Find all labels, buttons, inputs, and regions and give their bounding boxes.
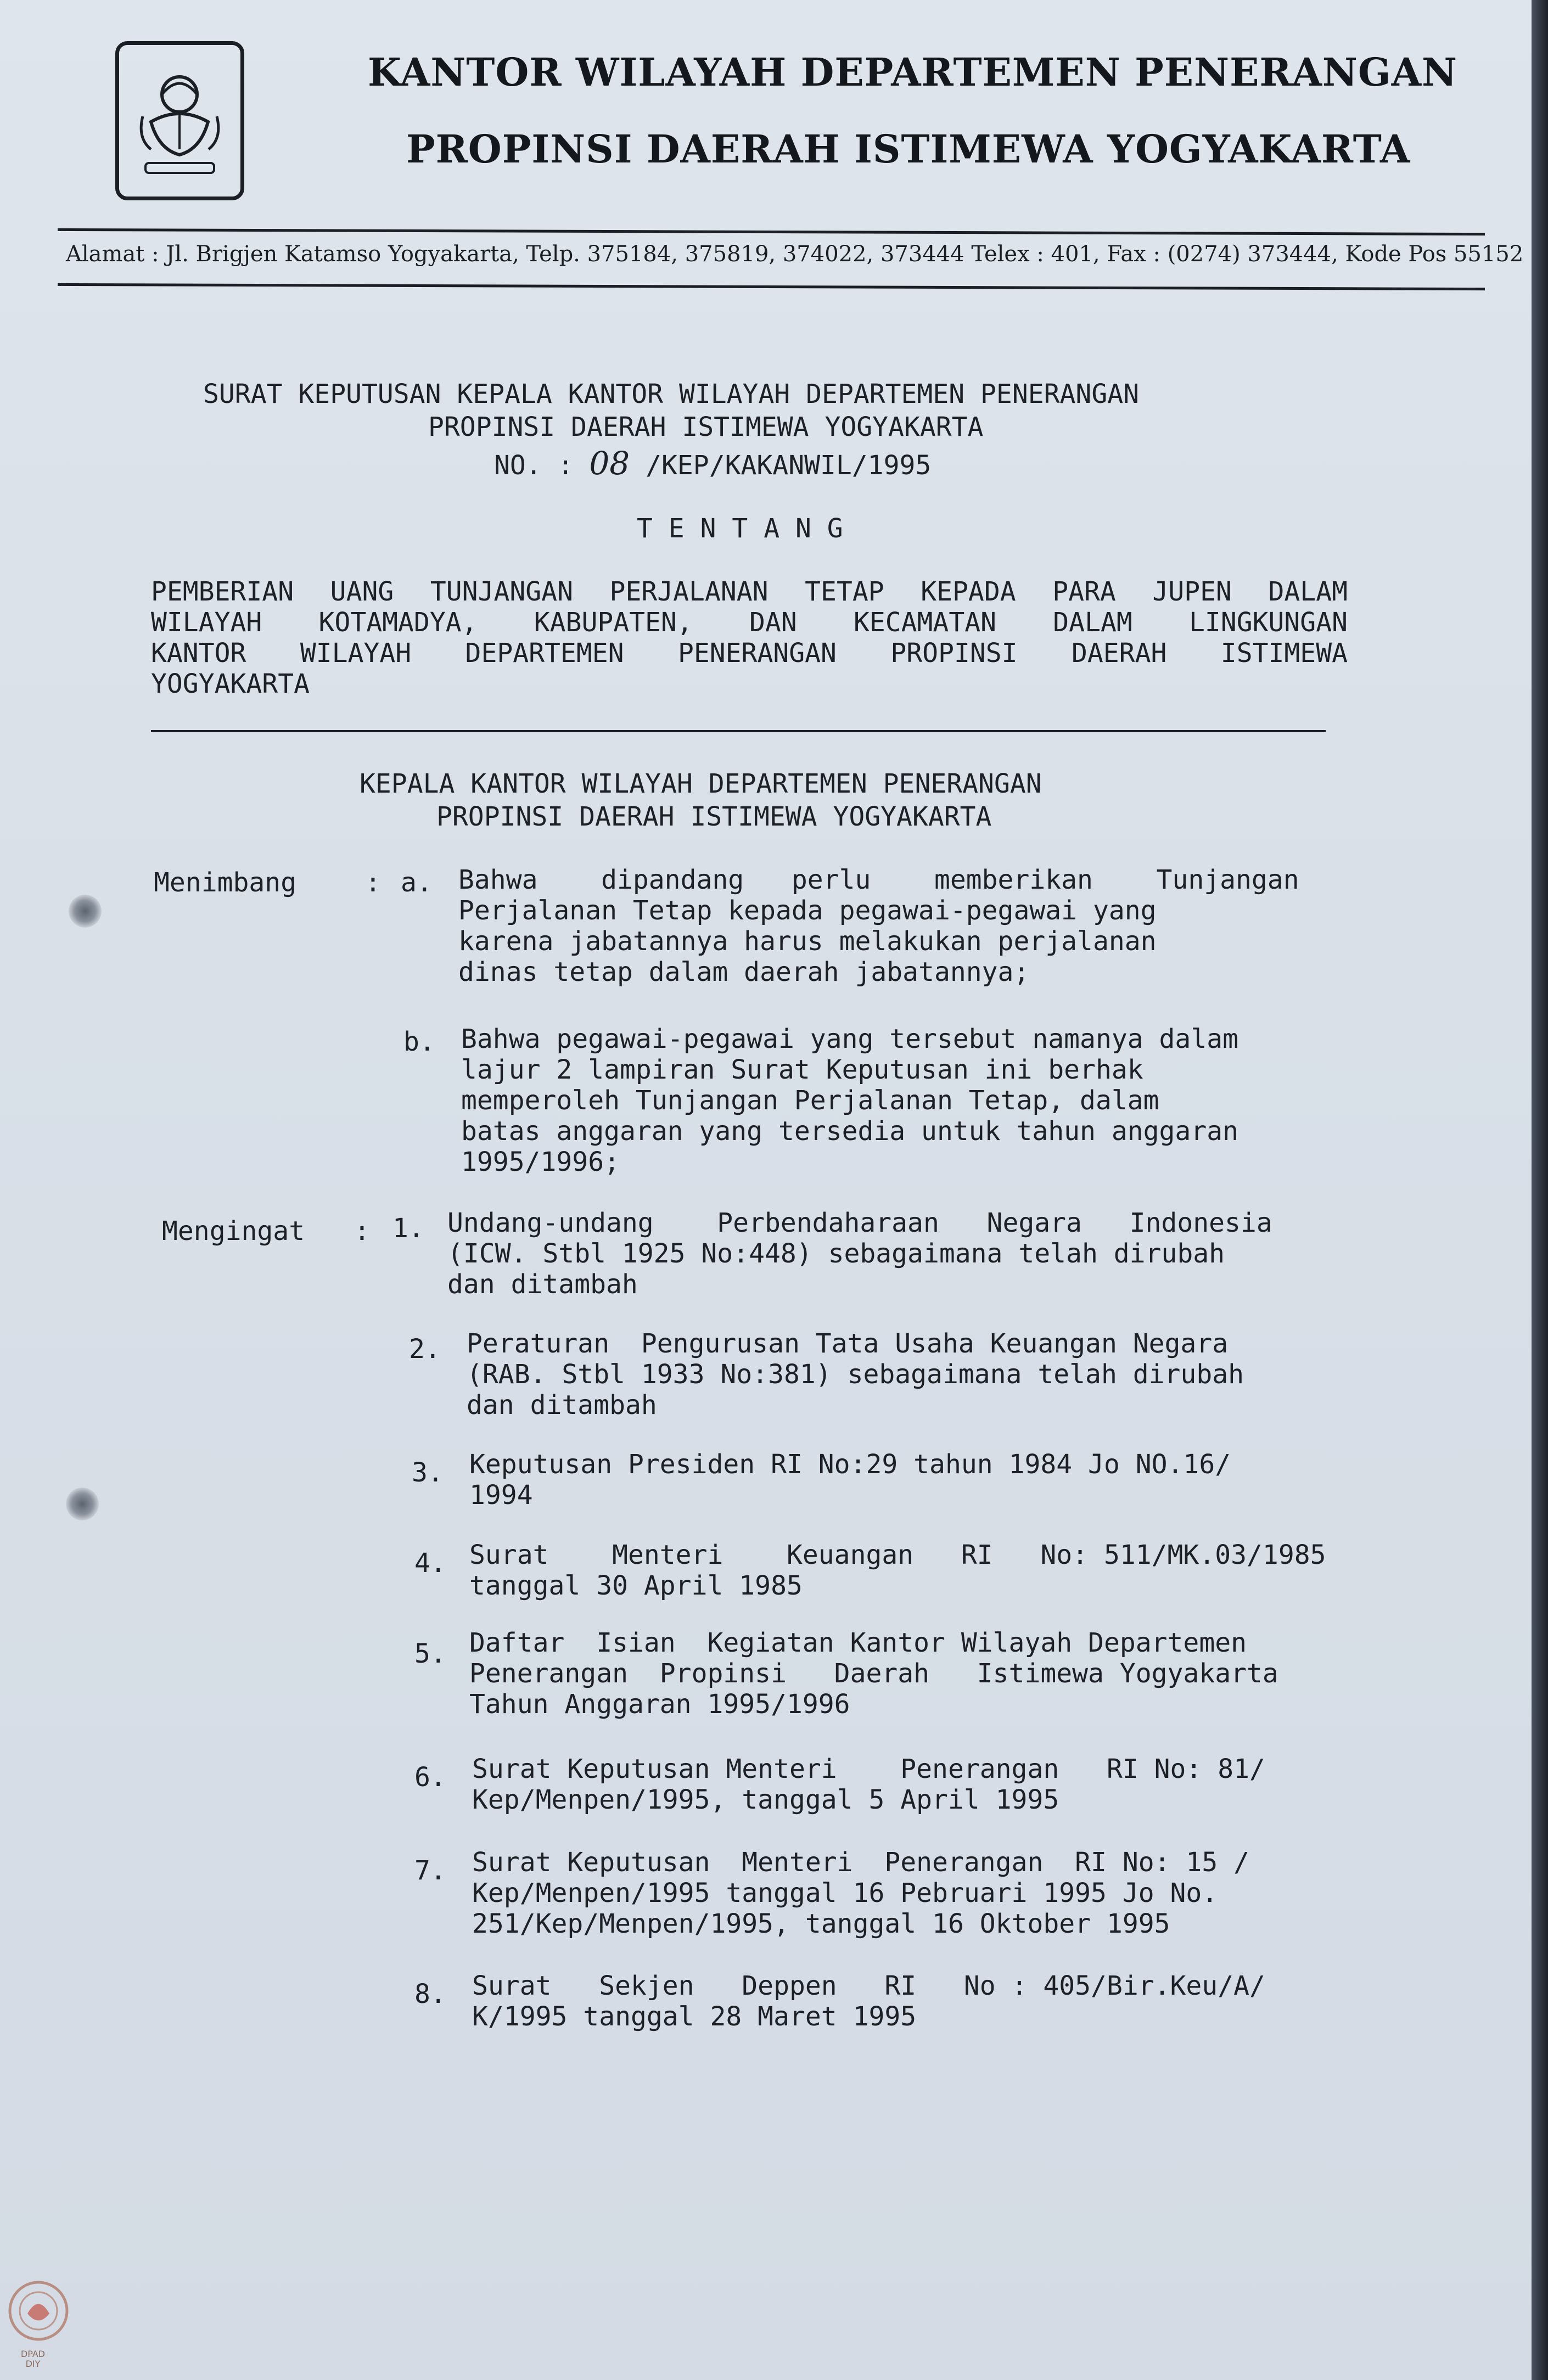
- letterhead-rule-bottom: [58, 283, 1485, 290]
- mengingat-item-3: [469, 1449, 1353, 1511]
- item-line: Bahwa dipandang perlu memberikan Tunjangan: [458, 865, 1299, 895]
- item-line: Undang-undang Perbendaharaan Negara Indonesia: [447, 1208, 1272, 1238]
- subject-block: [151, 576, 1348, 699]
- emblem-logo: [115, 41, 244, 200]
- page-edge-shadow: [1532, 0, 1548, 2380]
- number-prefix: NO. :: [494, 450, 590, 481]
- item-marker: b.: [403, 1026, 435, 1057]
- item-line: memperoleh Tunjangan Perjalanan Tetap, dalam: [461, 1085, 1159, 1116]
- title-line1: SURAT KEPUTUSAN KEPALA KANTOR WILAYAH DEPARTEMEN PENERANGAN: [203, 379, 1140, 409]
- number-handwritten: 08: [589, 445, 630, 482]
- item-line: Peraturan Pengurusan Tata Usaha Keuangan Negara: [467, 1328, 1229, 1359]
- mengingat-sep: :: [354, 1216, 370, 1247]
- item-line: Surat Keputusan Menteri Penerangan RI No: 15 /: [472, 1847, 1250, 1878]
- item-line: karena jabatannya harus melakukan perjalanan: [458, 926, 1157, 957]
- authority-line1: KEPALA KANTOR WILAYAH DEPARTEMEN PENERANGAN: [360, 768, 1042, 799]
- menimbang-sep: :: [365, 867, 381, 898]
- item-marker: 2.: [409, 1334, 441, 1365]
- item-line: Kep/Menpen/1995, tanggal 5 April 1995: [472, 1784, 1059, 1815]
- item-line: Bahwa pegawai-pegawai yang tersebut namanya dalam: [461, 1024, 1239, 1054]
- item-line: Surat Sekjen Deppen RI No : 405/Bir.Keu/A/: [472, 1971, 1265, 2001]
- item-line: K/1995 tanggal 28 Maret 1995: [472, 2001, 917, 2032]
- item-line: Kep/Menpen/1995 tanggal 16 Pebruari 1995 Jo No.: [472, 1878, 1218, 1909]
- subject-line: PEMBERIAN UANG TUNJANGAN PERJALANAN TETAP KEPADA PARA JUPEN DALAM: [151, 576, 1348, 607]
- item-marker: 4.: [414, 1548, 446, 1579]
- item-line: 1995/1996;: [461, 1147, 620, 1177]
- letterhead-line2: PROPINSI DAERAH ISTIMEWA YOGYAKARTA: [406, 126, 1411, 172]
- decision-number: [494, 445, 931, 482]
- mengingat-item-8: [472, 1971, 1356, 2032]
- item-marker: 3.: [412, 1457, 444, 1488]
- menimbang-label: Menimbang: [154, 867, 297, 898]
- item-line: Surat Keputusan Menteri Penerangan RI No: 81/: [472, 1754, 1265, 1784]
- item-line: Surat Menteri Keuangan RI No: 511/MK.03/1985: [469, 1540, 1326, 1570]
- mengingat-item-5: [469, 1627, 1353, 1720]
- item-marker: 6.: [414, 1762, 446, 1793]
- subject-divider: [151, 730, 1326, 732]
- item-line: batas anggaran yang tersedia untuk tahun anggaran: [461, 1116, 1239, 1147]
- punch-hole: [69, 895, 102, 928]
- mengingat-label: Mengingat: [162, 1216, 305, 1247]
- menimbang-item-b: [461, 1024, 1350, 1177]
- item-line: dan ditambah: [447, 1269, 638, 1300]
- item-marker: 7.: [414, 1855, 446, 1886]
- subject-line: YOGYAKARTA: [151, 669, 310, 699]
- item-marker: 8.: [414, 1979, 446, 2009]
- subject-line: KANTOR WILAYAH DEPARTEMEN PENERANGAN PROPINSI DAERAH ISTIMEWA: [151, 638, 1348, 669]
- item-line: Perjalanan Tetap kepada pegawai-pegawai yang: [458, 895, 1157, 926]
- authority-line2: PROPINSI DAERAH ISTIMEWA YOGYAKARTA: [436, 801, 992, 832]
- item-line: dan ditambah: [467, 1390, 657, 1421]
- stamp-line: DIY: [25, 2359, 41, 2369]
- yogyakarta-emblem-icon: [129, 56, 231, 188]
- mengingat-item-2: [467, 1328, 1350, 1421]
- subject-line: WILAYAH KOTAMADYA, KABUPATEN, DAN KECAMATAN DALAM LINGKUNGAN: [151, 607, 1348, 638]
- tentang-heading: T E N T A N G: [637, 513, 843, 544]
- number-suffix: /KEP/KAKANWIL/1995: [630, 450, 932, 481]
- stamp-line: DPAD: [20, 2349, 46, 2359]
- item-line: (RAB. Stbl 1933 No:381) sebagaimana telah dirubah: [467, 1359, 1244, 1390]
- archive-stamp-label: [11, 2349, 55, 2369]
- item-line: lajur 2 lampiran Surat Keputusan ini berhak: [461, 1054, 1143, 1085]
- item-line: Keputusan Presiden RI No:29 tahun 1984 Jo NO.16/: [469, 1449, 1231, 1480]
- letterhead-address: Alamat : Jl. Brigjen Katamso Yogyakarta, Telp. 375184, 375819, 374022, 373444 Telex : 401, Fax : (0274) 373444, Kode Pos 55152: [66, 242, 1524, 267]
- item-line: tanggal 30 April 1985: [469, 1570, 803, 1601]
- punch-hole: [66, 1487, 99, 1520]
- item-marker: 5.: [414, 1638, 446, 1669]
- menimbang-item-a: [458, 865, 1348, 987]
- item-line: dinas tetap dalam daerah jabatannya;: [458, 957, 1030, 987]
- letterhead-line1: KANTOR WILAYAH DEPARTEMEN PENERANGAN: [368, 49, 1457, 95]
- mengingat-item-1: [447, 1208, 1348, 1300]
- letterhead-rule-top: [58, 228, 1485, 235]
- mengingat-item-4: [469, 1540, 1353, 1601]
- item-line: 1994: [469, 1480, 533, 1511]
- mengingat-item-6: [472, 1754, 1356, 1815]
- item-line: Tahun Anggaran 1995/1996: [469, 1689, 850, 1720]
- mengingat-item-7: [472, 1847, 1356, 1939]
- item-line: Daftar Isian Kegiatan Kantor Wilayah Departemen: [469, 1627, 1247, 1658]
- item-line: 251/Kep/Menpen/1995, tanggal 16 Oktober 1995: [472, 1909, 1170, 1939]
- title-line2: PROPINSI DAERAH ISTIMEWA YOGYAKARTA: [428, 412, 984, 442]
- item-line: (ICW. Stbl 1925 No:448) sebagaimana telah dirubah: [447, 1238, 1225, 1269]
- item-marker: a.: [401, 867, 433, 898]
- item-marker: 1.: [392, 1213, 424, 1244]
- item-line: Penerangan Propinsi Daerah Istimewa Yogyakarta: [469, 1658, 1278, 1689]
